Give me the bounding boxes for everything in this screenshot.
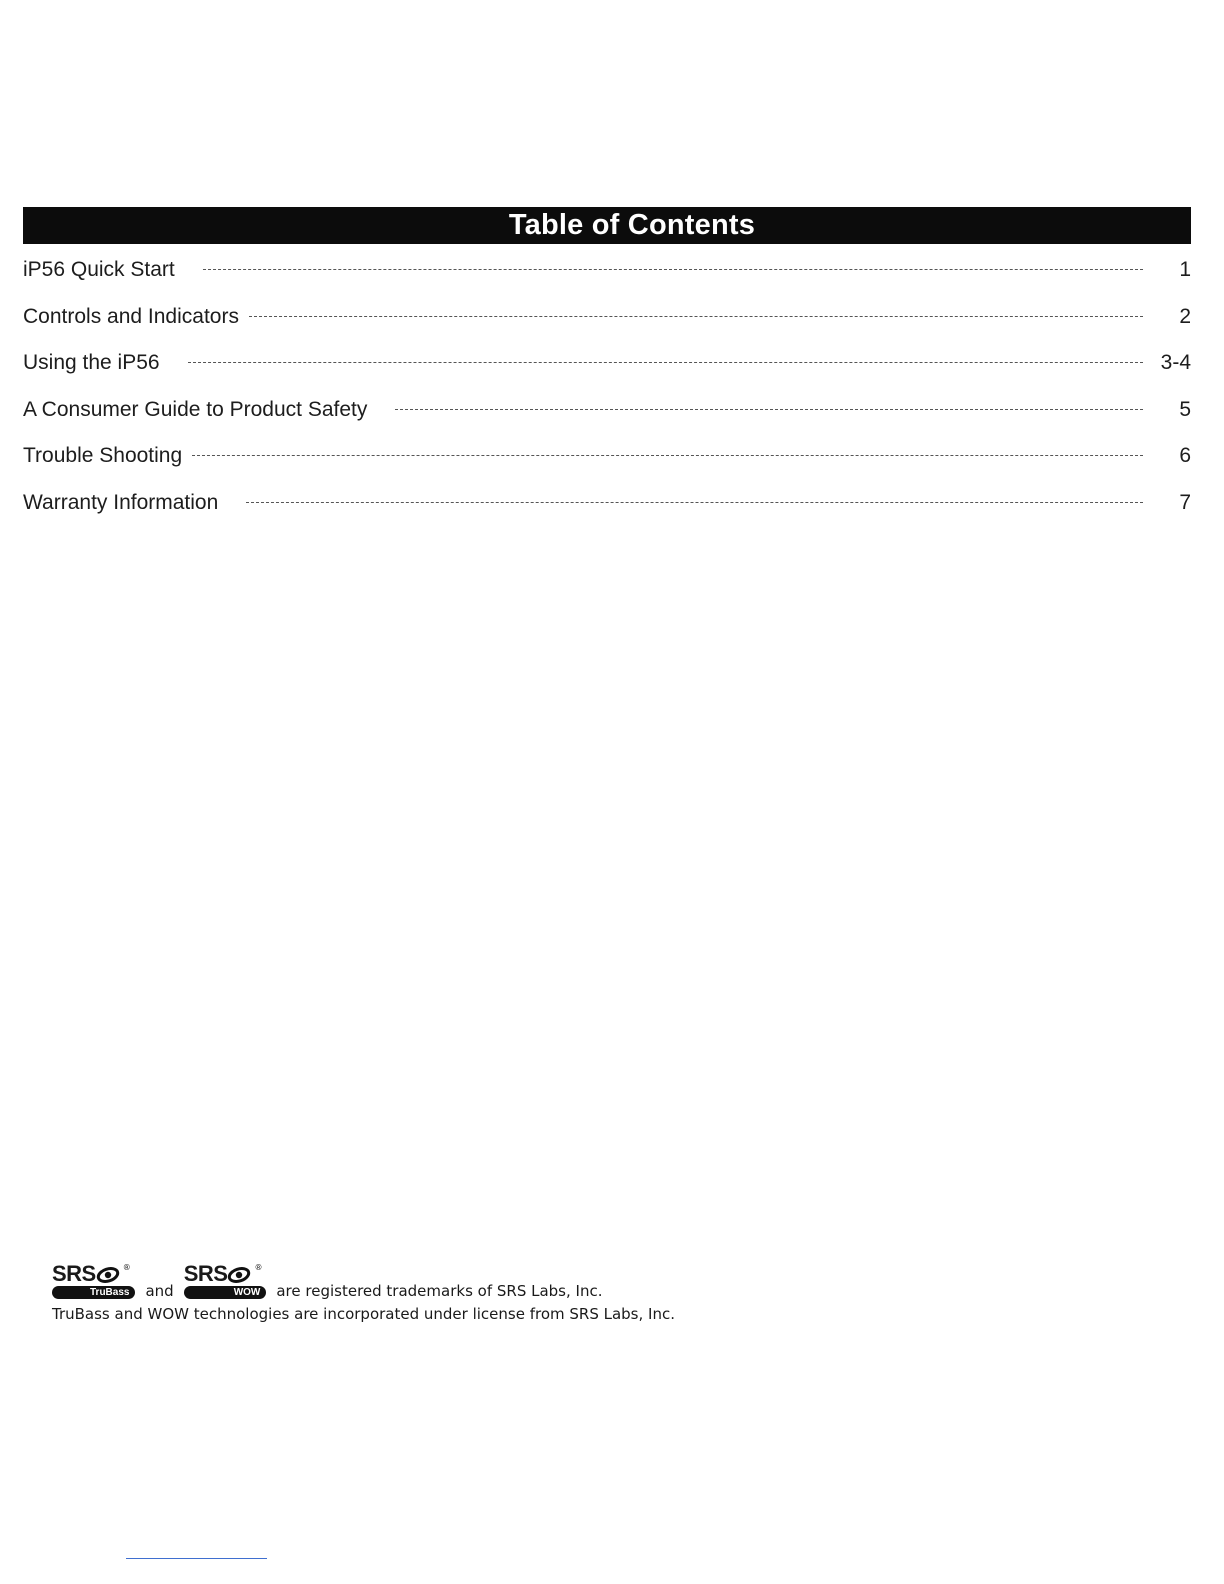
toc-entry-label: A Consumer Guide to Product Safety (23, 397, 368, 421)
toc-entry-page: 1 (1179, 258, 1191, 281)
trubass-badge: TruBass (52, 1286, 135, 1299)
toc-entry[interactable] (23, 305, 1191, 352)
wow-badge: WOW (184, 1286, 267, 1299)
toc-entry-page: 6 (1179, 444, 1191, 468)
registered-mark: ® (122, 1263, 131, 1272)
footer-rule (126, 1558, 267, 1559)
toc-entry[interactable] (23, 491, 1191, 538)
srs-trubass-logo (52, 1263, 135, 1299)
srs-logo-top (184, 1263, 263, 1285)
trademark-line (52, 1255, 752, 1299)
dotted-leader (249, 316, 1143, 317)
toc-entry-page: 3-4 (1160, 351, 1191, 375)
toc-list (23, 258, 1191, 538)
toc-entry-label: Using the iP56 (23, 351, 160, 375)
srs-eye-icon (96, 1264, 122, 1284)
srs-wordmark: SRS (52, 1261, 96, 1286)
dotted-leader (246, 502, 1143, 503)
toc-entry-page: 7 (1179, 490, 1191, 514)
toc-entry[interactable] (23, 398, 1191, 445)
srs-wordmark: SRS (183, 1261, 228, 1286)
toc-entry-page: 2 (1179, 304, 1191, 328)
srs-wow-logo (184, 1263, 267, 1299)
toc-entry-label: Trouble Shooting (23, 444, 183, 468)
dotted-leader (188, 362, 1143, 363)
registered-mark: ® (254, 1263, 263, 1272)
toc-entry-page: 5 (1179, 397, 1191, 421)
trademark-statement: are registered trademarks of SRS Labs, Inc. (276, 1282, 603, 1300)
dotted-leader (395, 409, 1143, 410)
license-statement: TruBass and WOW technologies are incorporated under license from SRS Labs, Inc. (52, 1305, 675, 1323)
toc-entry[interactable] (23, 444, 1191, 491)
toc-entry[interactable] (23, 351, 1191, 398)
toc-entry-label: Controls and Indicators (23, 304, 239, 328)
toc-entry-label: iP56 Quick Start (23, 258, 175, 281)
toc-header-bar (23, 207, 1191, 244)
trademark-notice (52, 1255, 752, 1323)
page-title: Table of Contents (508, 209, 756, 241)
srs-eye-icon (227, 1264, 253, 1284)
toc-entry[interactable] (23, 258, 1191, 305)
and-text: and (145, 1282, 174, 1300)
srs-logo-top (52, 1263, 131, 1285)
dotted-leader (203, 269, 1143, 270)
toc-entry-label: Warranty Information (23, 490, 219, 514)
dotted-leader (192, 455, 1143, 456)
